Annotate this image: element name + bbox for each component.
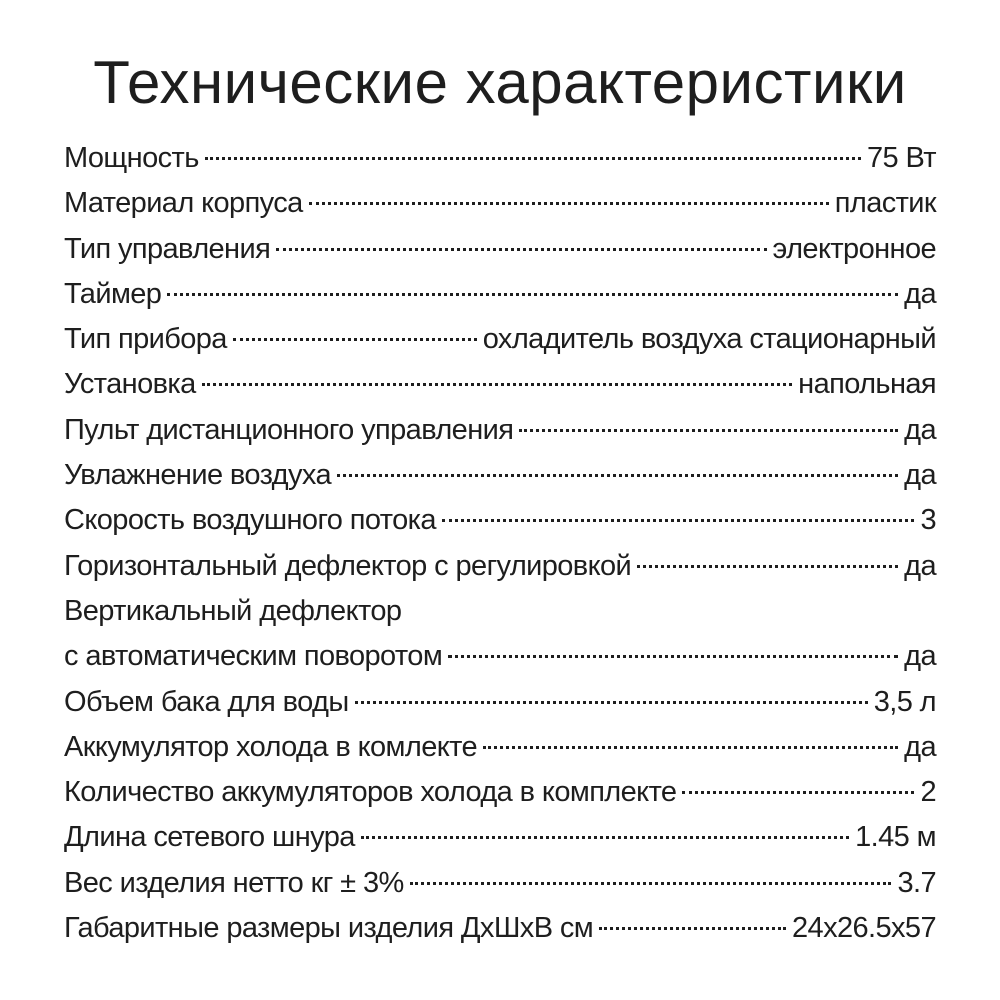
- spec-row-airflow-speed: [64, 498, 936, 543]
- spec-row-timer: [64, 272, 936, 317]
- spec-label: Аккумулятор холода в комлекте: [64, 730, 478, 763]
- spec-row-installation: [64, 362, 936, 407]
- spec-label: Длина сетевого шнура: [64, 821, 355, 854]
- spec-value: 3.7: [897, 866, 936, 899]
- spec-value: охладитель воздуха стационарный: [482, 323, 936, 356]
- spec-row-cold-accumulator: [64, 725, 936, 770]
- dot-leader: [337, 474, 898, 477]
- dot-leader: [483, 746, 898, 749]
- page-title: Технические характеристики: [93, 49, 907, 116]
- spec-label: Тип прибора: [64, 323, 227, 356]
- spec-label: Пульт дистанционного управления: [64, 413, 514, 446]
- dot-leader: [410, 882, 892, 885]
- spec-row-device-type: [64, 317, 936, 362]
- spec-row-vertical-deflector: [64, 634, 936, 679]
- spec-row-control-type: [64, 227, 936, 272]
- spec-row-power: [64, 136, 936, 181]
- spec-row-accumulator-count: [64, 770, 936, 815]
- dot-leader: [682, 791, 914, 794]
- spec-value: 3,5 л: [873, 685, 936, 718]
- dot-leader: [361, 836, 849, 839]
- spec-value: 75 Вт: [867, 142, 936, 174]
- spec-label: Объем бака для воды: [64, 685, 349, 718]
- dot-leader: [167, 293, 898, 296]
- spec-label: Горизонтальный дефлектор с регулировкой: [64, 549, 632, 582]
- dot-leader: [637, 565, 898, 568]
- dot-leader: [309, 202, 829, 205]
- spec-row-net-weight: [64, 861, 936, 906]
- dot-leader: [205, 157, 861, 160]
- spec-label: Установка: [64, 368, 196, 401]
- spec-label: Вес изделия нетто кг ± 3%: [64, 866, 404, 899]
- dot-leader: [355, 701, 868, 704]
- spec-label: Увлажнение воздуха: [64, 459, 331, 492]
- spec-value: да: [904, 459, 936, 492]
- spec-label: Габаритные размеры изделия ДхШхВ см: [64, 912, 594, 945]
- spec-label: Тип управления: [64, 232, 271, 265]
- spec-value: 2: [920, 776, 936, 809]
- spec-value: пластик: [834, 187, 936, 220]
- spec-value: напольная: [798, 368, 936, 401]
- dot-leader: [233, 338, 477, 341]
- spec-value: да: [904, 640, 936, 673]
- dot-leader: [599, 927, 786, 930]
- spec-value: электронное: [772, 232, 936, 265]
- spec-row-vertical-deflector-line1: [64, 589, 936, 634]
- dot-leader: [202, 383, 793, 386]
- spec-list: [64, 136, 936, 951]
- spec-value: да: [904, 730, 936, 763]
- dot-leader: [276, 248, 766, 251]
- spec-row-horizontal-deflector: [64, 544, 936, 589]
- spec-value: да: [904, 549, 936, 582]
- spec-row-remote-control: [64, 408, 936, 453]
- spec-row-cord-length: [64, 815, 936, 860]
- spec-row-water-tank: [64, 680, 936, 725]
- spec-value: да: [904, 277, 936, 310]
- spec-label: Мощность: [64, 142, 199, 174]
- spec-value: 1.45 м: [855, 821, 936, 854]
- spec-label: с автоматическим поворотом: [64, 640, 443, 673]
- spec-value: 24x26.5x57: [792, 912, 936, 945]
- dot-leader: [519, 429, 898, 432]
- spec-label: Вертикальный дефлектор: [64, 594, 402, 627]
- spec-label: Количество аккумуляторов холода в комплекте: [64, 776, 677, 809]
- spec-label: Скорость воздушного потока: [64, 504, 436, 537]
- spec-value: 3: [920, 504, 936, 537]
- spec-row-dimensions: [64, 906, 936, 951]
- spec-label: Материал корпуса: [64, 187, 303, 220]
- spec-label: Таймер: [64, 277, 162, 310]
- spec-row-body-material: [64, 181, 936, 226]
- spec-row-humidification: [64, 453, 936, 498]
- dot-leader: [448, 655, 898, 658]
- spec-value: да: [904, 413, 936, 446]
- dot-leader: [442, 519, 915, 522]
